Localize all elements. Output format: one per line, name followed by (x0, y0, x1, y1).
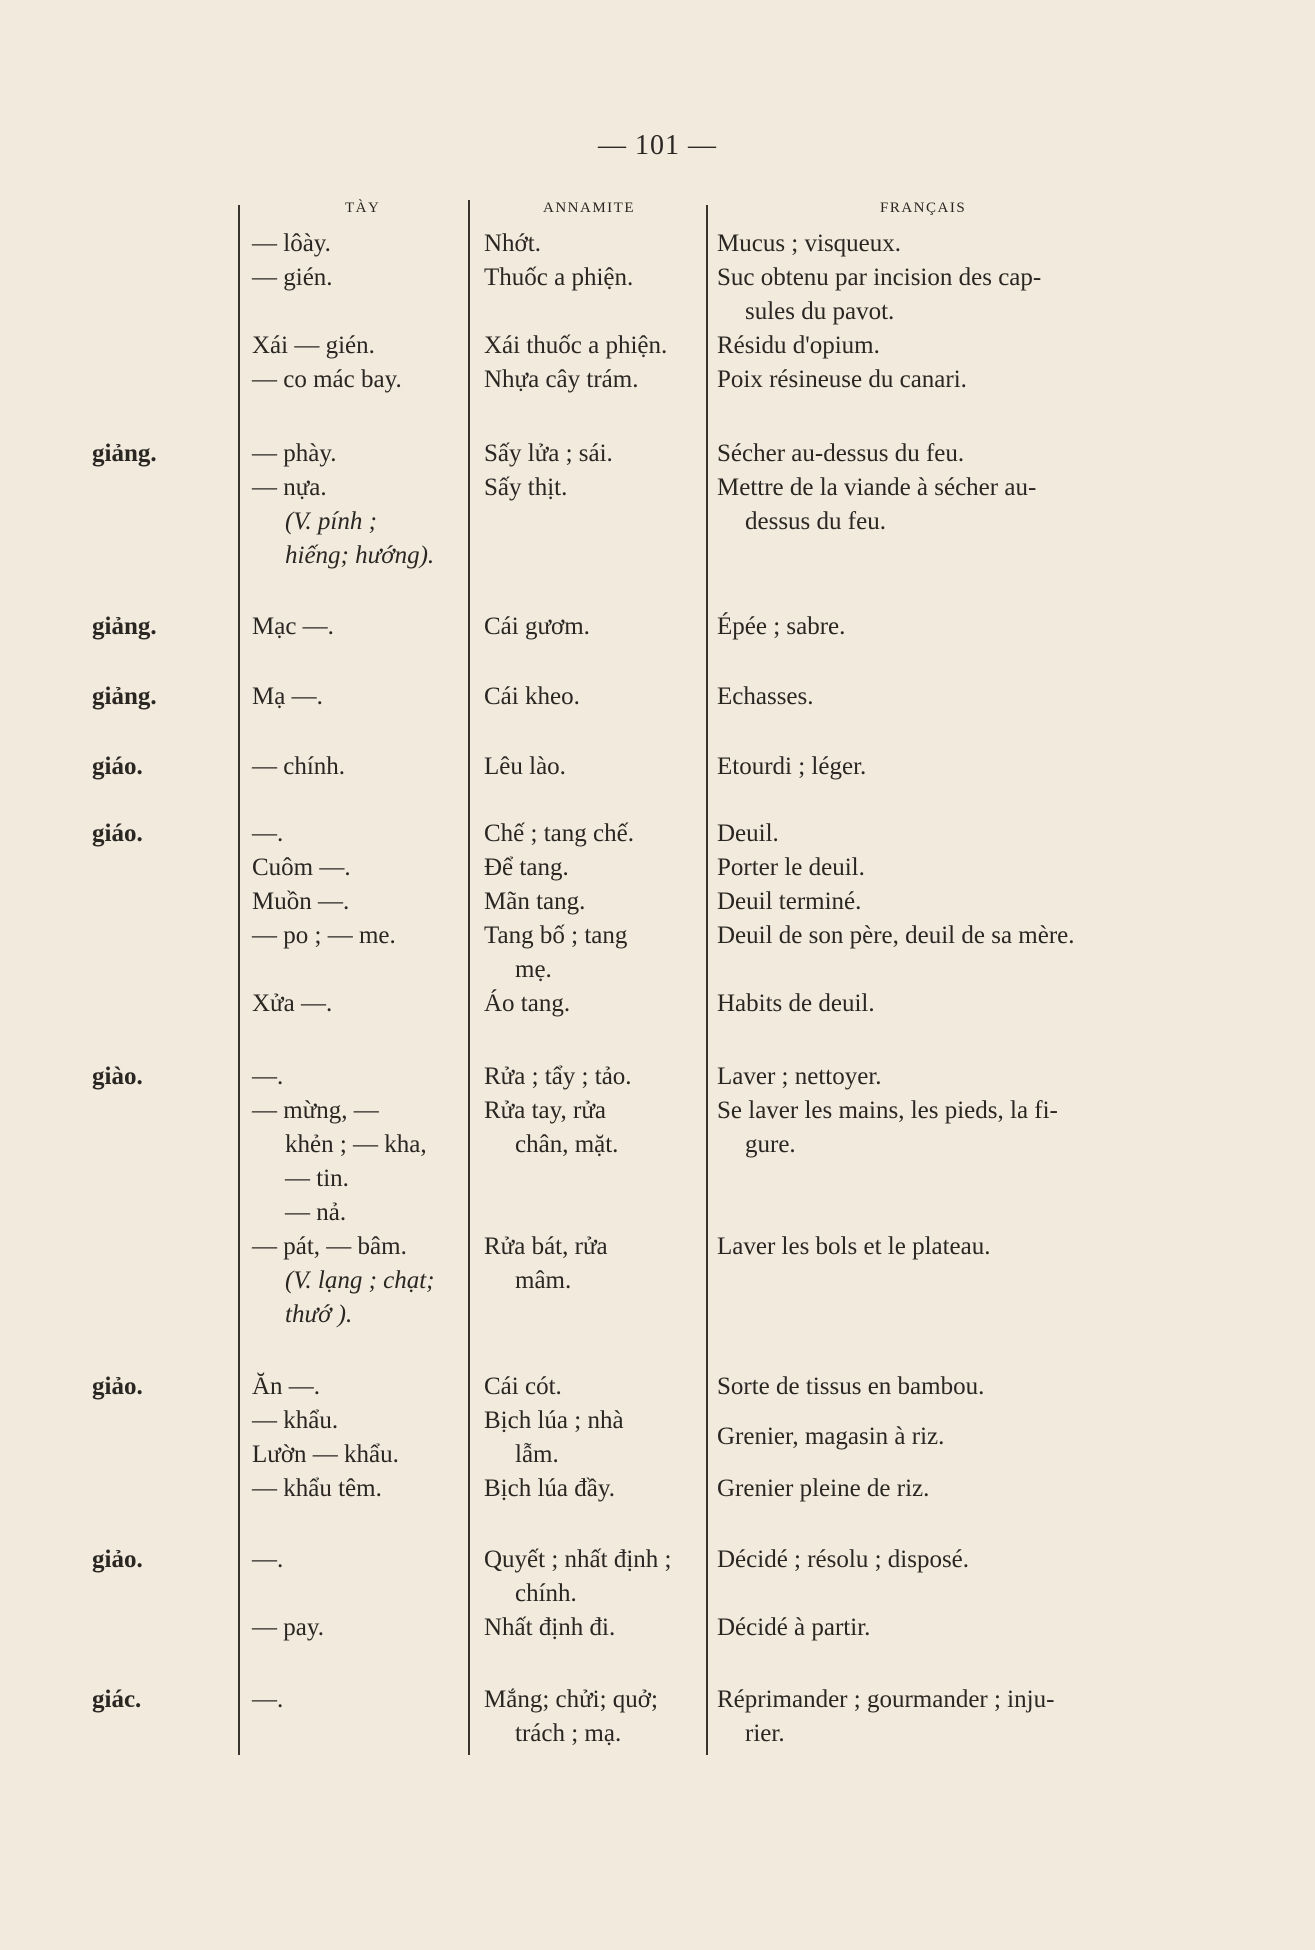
annamite-text: trách ; mạ. (515, 1720, 622, 1747)
tay-text: — po ; — me. (252, 922, 396, 949)
tay-text: — pay. (252, 1614, 324, 1641)
tay-text: — khẩu. (252, 1407, 339, 1434)
page-number: — 101 — (598, 130, 717, 161)
tay-text: —. (252, 820, 284, 847)
headword: giáo. (92, 753, 143, 780)
french-text: Deuil de son père, deuil de sa mère. (717, 922, 1075, 949)
tay-text: —. (252, 1546, 284, 1573)
annamite-text: Rửa ; tẩy ; tảo. (484, 1063, 632, 1090)
french-text: Mucus ; visqueux. (717, 230, 902, 257)
headword: giảo. (92, 1373, 143, 1400)
tay-text: — co mác bay. (252, 366, 402, 393)
tay-text: — khẩu têm. (252, 1475, 382, 1502)
annamite-text: Cái cót. (484, 1373, 562, 1400)
french-text: Se laver les mains, les pieds, la fi- (717, 1097, 1058, 1124)
annamite-text: Rửa tay, rửa (484, 1097, 606, 1124)
annamite-text: Cái kheo. (484, 683, 580, 710)
french-text: Décidé à partir. (717, 1614, 871, 1641)
tay-text: — lôày. (252, 230, 331, 257)
annamite-text: chính. (515, 1580, 577, 1607)
annamite-text: Cái gươm. (484, 613, 590, 640)
tay-text: — phày. (252, 440, 337, 467)
header-tay: TÀY (345, 200, 381, 216)
header-francais: FRANÇAIS (880, 200, 967, 216)
tay-text: Cuôm —. (252, 854, 351, 881)
tay-text: Mạc —. (252, 613, 334, 640)
annamite-text: mâm. (515, 1267, 572, 1294)
tay-text: — mừng, — (252, 1097, 379, 1124)
tay-text: Xửa —. (252, 990, 333, 1017)
french-text: Deuil. (717, 820, 779, 847)
tay-text: — gién. (252, 264, 333, 291)
french-text: Habits de deuil. (717, 990, 875, 1017)
annamite-text: lẫm. (515, 1441, 559, 1468)
annamite-text: Nhựa cây trám. (484, 366, 639, 393)
column-rule-3 (706, 205, 708, 1755)
tay-text: —. (252, 1063, 284, 1090)
french-text: rier. (745, 1720, 785, 1747)
tay-text: thướ ). (285, 1301, 353, 1328)
french-text: Laver les bols et le plateau. (717, 1233, 991, 1260)
annamite-text: Bịch lúa ; nhà (484, 1407, 624, 1434)
french-text: Laver ; nettoyer. (717, 1063, 882, 1090)
tay-text: Muồn —. (252, 888, 350, 915)
headword: giáo. (92, 820, 143, 847)
tay-text: Xái — gién. (252, 332, 375, 359)
headword: giác. (92, 1686, 142, 1713)
annamite-text: Chế ; tang chế. (484, 820, 634, 847)
tay-text: Lườn — khẩu. (252, 1441, 399, 1468)
annamite-text: Sấy thịt. (484, 474, 568, 501)
french-text: dessus du feu. (745, 508, 886, 535)
tay-text: khẻn ; — kha, (285, 1131, 427, 1158)
french-text: Résidu d'opium. (717, 332, 880, 359)
french-text: Épée ; sabre. (717, 613, 846, 640)
tay-text: — nả. (285, 1199, 347, 1226)
tay-text: — chính. (252, 753, 346, 780)
french-text: Grenier, magasin à riz. (717, 1423, 945, 1450)
header-annamite: ANNAMITE (543, 200, 635, 216)
annamite-text: Xái thuốc a phiện. (484, 332, 668, 359)
annamite-text: Quyết ; nhất định ; (484, 1546, 672, 1573)
french-text: Grenier pleine de riz. (717, 1475, 930, 1502)
french-text: Décidé ; résolu ; disposé. (717, 1546, 970, 1573)
french-text: Porter le deuil. (717, 854, 865, 881)
tay-text: (V. pính ; (285, 508, 377, 535)
tay-text: — tin. (285, 1165, 349, 1192)
headword: giảng. (92, 613, 157, 640)
annamite-text: Thuốc a phiện. (484, 264, 634, 291)
tay-text: — pát, — bâm. (252, 1233, 407, 1260)
annamite-text: Mắng; chửi; quở; (484, 1686, 658, 1713)
annamite-text: Nhất định đi. (484, 1614, 616, 1641)
french-text: Sécher au-dessus du feu. (717, 440, 965, 467)
french-text: Réprimander ; gourmander ; inju- (717, 1686, 1055, 1713)
tay-text: Ăn —. (252, 1373, 321, 1400)
tay-text: —. (252, 1686, 284, 1713)
column-rule-2 (468, 200, 470, 1755)
annamite-text: Áo tang. (484, 990, 571, 1017)
tay-text: hiếng; hướng). (285, 542, 435, 569)
french-text: Poix résineuse du canari. (717, 366, 967, 393)
french-text: Suc obtenu par incision des cap- (717, 264, 1042, 291)
annamite-text: Để tang. (484, 854, 569, 881)
french-text: Mettre de la viande à sécher au- (717, 474, 1037, 501)
annamite-text: Sấy lửa ; sái. (484, 440, 613, 467)
headword: giảng. (92, 683, 157, 710)
french-text: gure. (745, 1131, 796, 1158)
annamite-text: Mãn tang. (484, 888, 586, 915)
annamite-text: Tang bố ; tang (484, 922, 628, 949)
french-text: Echasses. (717, 683, 814, 710)
tay-text: — nựa. (252, 474, 327, 501)
french-text: Deuil terminé. (717, 888, 862, 915)
annamite-text: mẹ. (515, 956, 552, 983)
french-text: Etourdi ; léger. (717, 753, 867, 780)
headword: giảng. (92, 440, 157, 467)
french-text: sules du pavot. (745, 298, 895, 325)
french-text: Sorte de tissus en bambou. (717, 1373, 985, 1400)
annamite-text: Bịch lúa đầy. (484, 1475, 615, 1502)
headword: giảo. (92, 1546, 143, 1573)
column-rule-1 (238, 205, 240, 1755)
tay-text: (V. lạng ; chạt; (285, 1267, 435, 1294)
annamite-text: chân, mặt. (515, 1131, 619, 1158)
annamite-text: Rửa bát, rửa (484, 1233, 608, 1260)
annamite-text: Lêu lào. (484, 753, 566, 780)
annamite-text: Nhớt. (484, 230, 541, 257)
tay-text: Mạ —. (252, 683, 323, 710)
headword: giào. (92, 1063, 143, 1090)
